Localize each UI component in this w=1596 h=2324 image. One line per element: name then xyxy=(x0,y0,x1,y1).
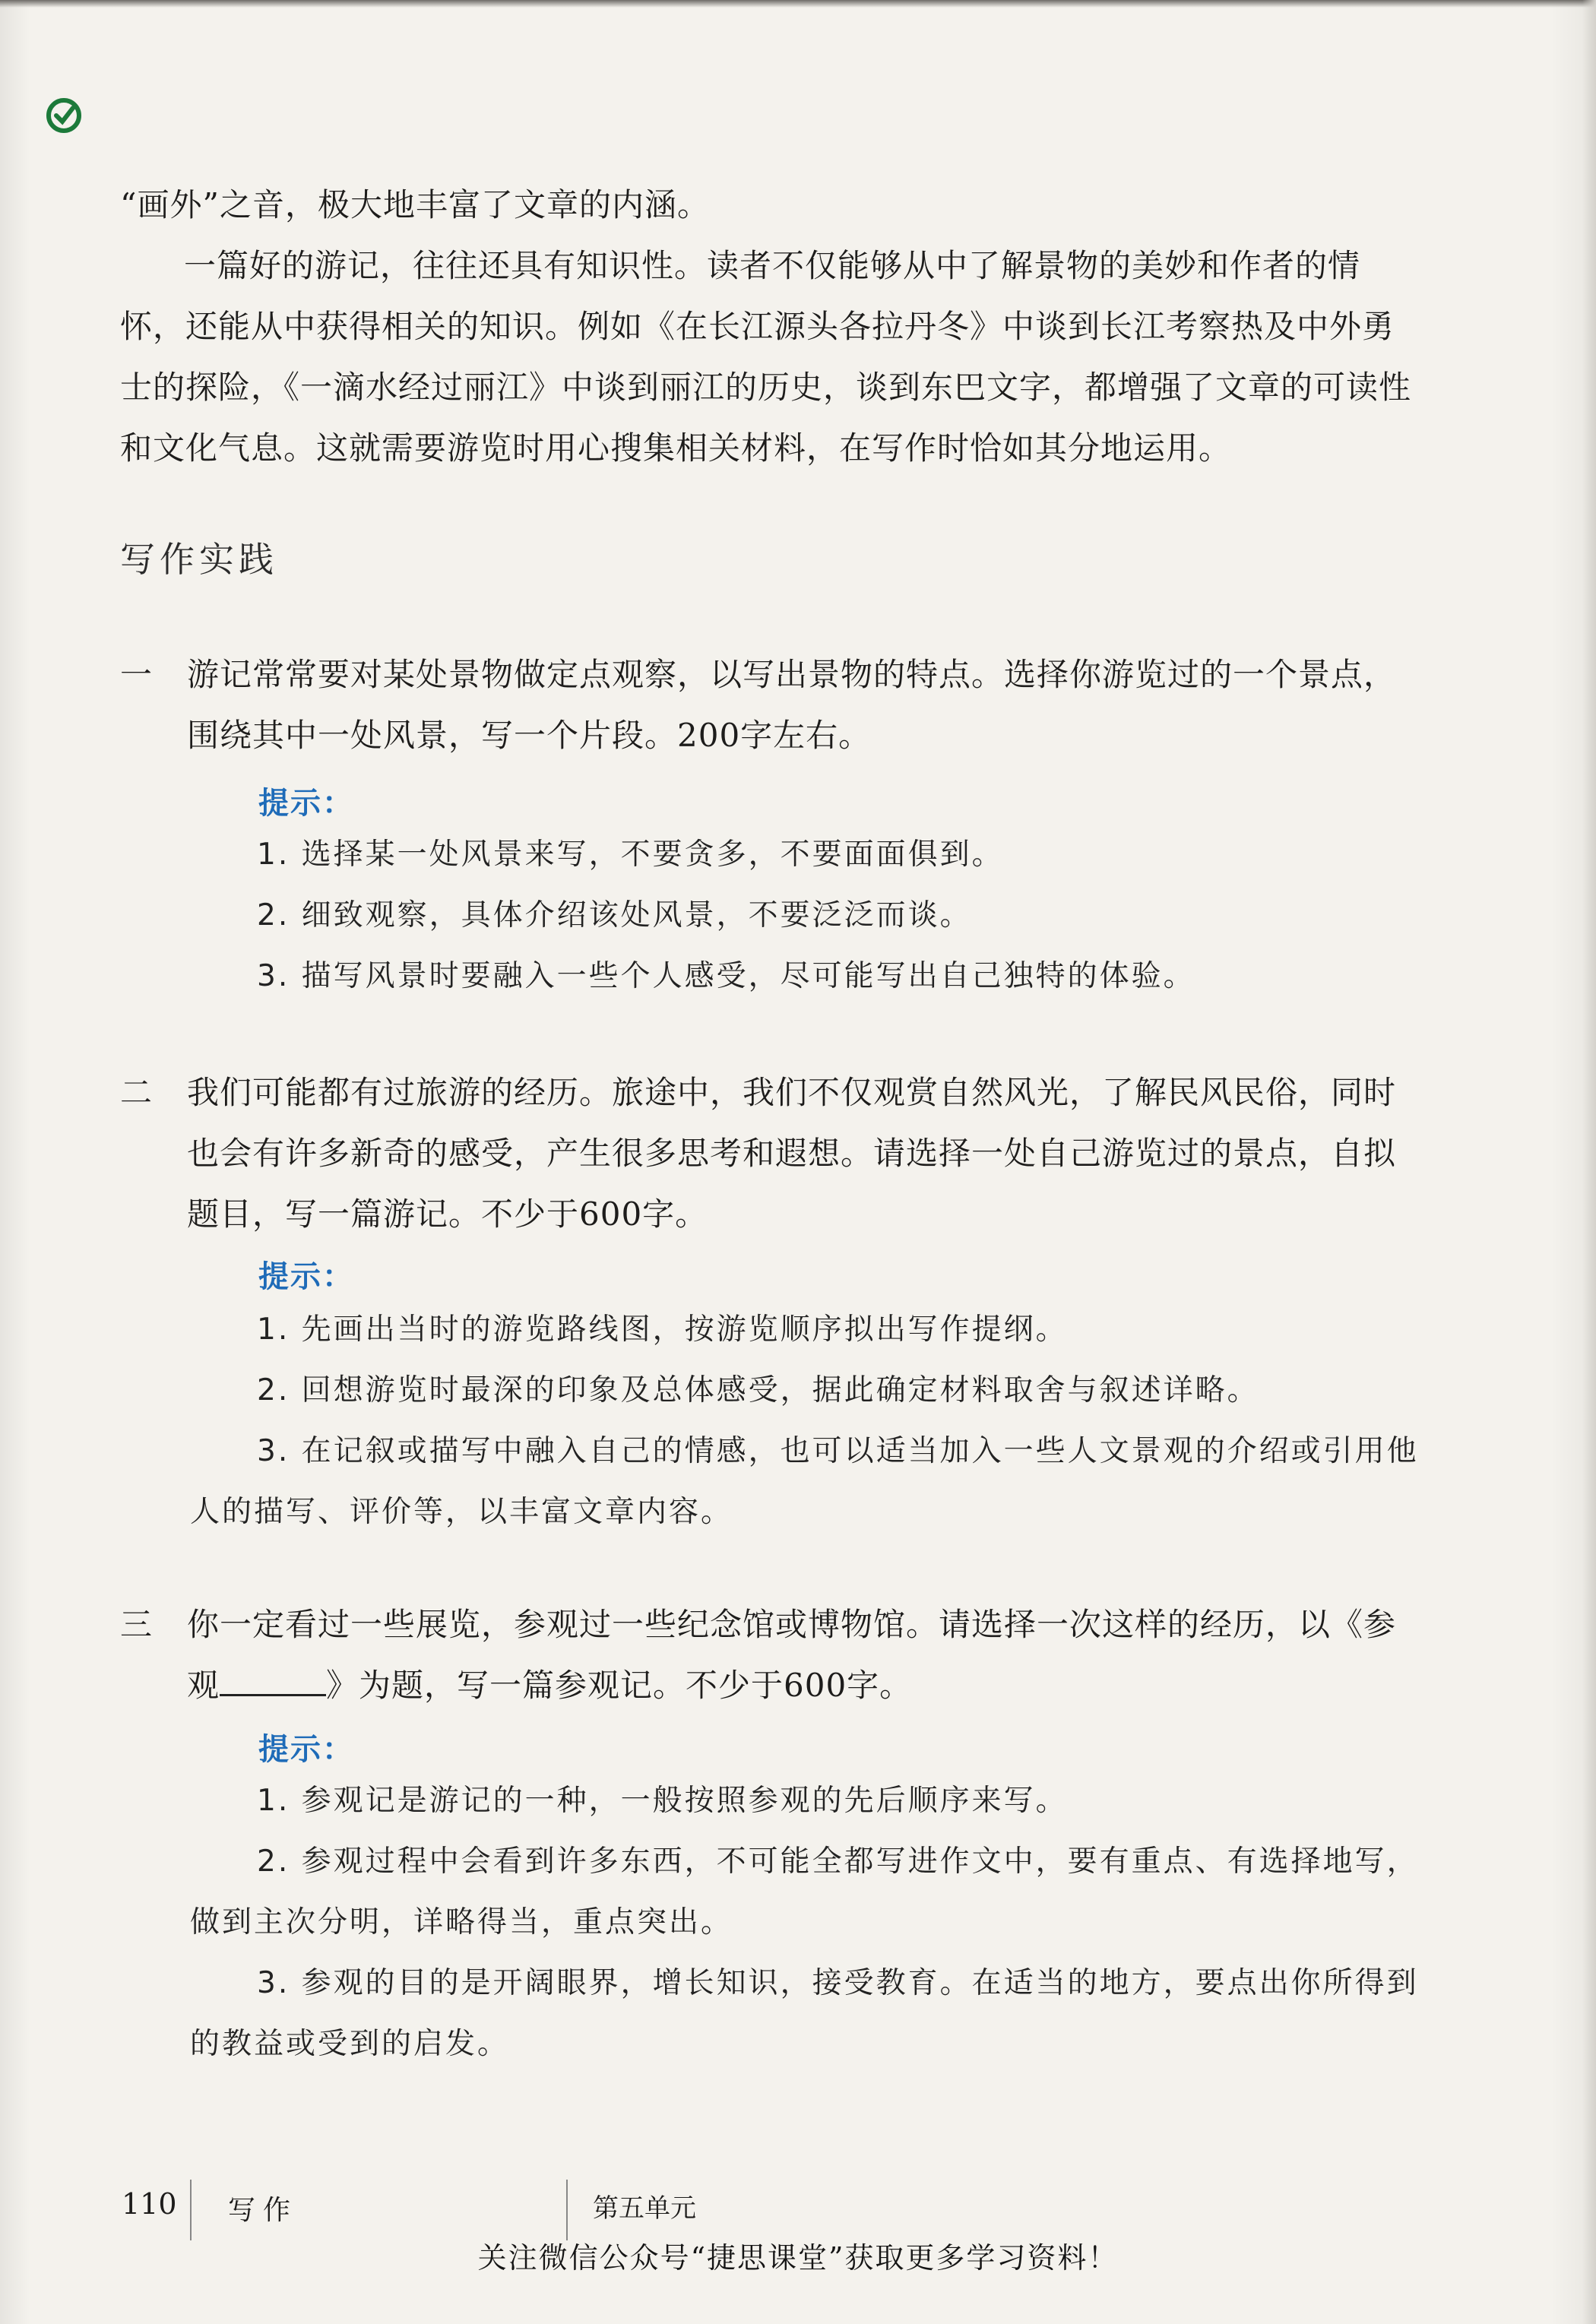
task-2-hint-3: 3. 在记叙或描写中融入自己的情感，也可以适当加入一些人文景观的介绍或引用他人的描写、评价等，以丰富文章内容。 xyxy=(190,1434,1419,1529)
task-2-hint-1: 1. 先画出当时的游览路线图，按游览顺序拟出写作提纲。 xyxy=(257,1312,1068,1347)
task-1-hints xyxy=(190,825,1429,1007)
task-3 xyxy=(120,1594,1427,1716)
task-3-hint-2: 2. 参观过程中会看到许多东西，不可能全都写进作文中，要有重点、有选择地写，做到主次分明，详略得当，重点突出。 xyxy=(190,1844,1419,1939)
task-3-text-before: 你一定看过一些展览，参观过一些纪念馆或博物馆。请选择一次这样的经历，以《参观 xyxy=(187,1606,1397,1704)
intro-text xyxy=(120,175,1420,479)
task-1-hint-1: 1. 选择某一处风景来写，不要贪多，不要面面俱到。 xyxy=(257,837,1004,872)
task-2-hints xyxy=(190,1300,1429,1543)
footer-unit-label: 第五单元 xyxy=(593,2193,696,2224)
intro-line-0: “画外”之音，极大地丰富了文章的内涵。 xyxy=(120,186,710,223)
task-1 xyxy=(120,644,1427,766)
scan-right-edge xyxy=(1582,0,1596,2324)
task-3-hint-label: 提示： xyxy=(258,1732,354,1767)
task-1-hint-2: 2. 细致观察，具体介绍该处风景，不要泛泛而谈。 xyxy=(257,898,972,932)
watermark-text: 关注微信公众号“捷思课堂”获取更多学习资料！ xyxy=(477,2241,1119,2275)
task-1-hint-3: 3. 描写风景时要融入一些个人感受，尽可能写出自己独特的体验。 xyxy=(257,959,1195,993)
task-3-hint-3: 3. 参观的目的是开阔眼界，增长知识，接受教育。在适当的地方，要点出你所得到的教益或受到的启发。 xyxy=(190,1966,1419,2061)
task-1-hint-label: 提示： xyxy=(258,786,354,821)
task-2-number: 二 xyxy=(120,1074,154,1111)
task-3-hint-1: 1. 参观记是游记的一种，一般按照参观的先后顺序来写。 xyxy=(257,1784,1068,1818)
footer-section-label: 写作 xyxy=(228,2195,299,2226)
task-3-text xyxy=(187,1594,1427,1716)
task-2-text: 我们可能都有过旅游的经历。旅途中，我们不仅观赏自然风光，了解民风民俗，同时也会有许多新奇的感受，产生很多思考和遐想。请选择一处自己游览过的景点，自拟题目，写一篇游记。不少于600字。 xyxy=(187,1074,1397,1233)
task-1-number: 一 xyxy=(120,656,154,693)
task-2-hint-label: 提示： xyxy=(258,1259,354,1294)
task-1-text: 游记常常要对某处景物做定点观察，以写出景物的特点。选择你游览过的一个景点，围绕其中一处风景，写一个片段。200字左右。 xyxy=(187,656,1397,754)
task-3-text-after: 》为题，写一篇参观记。不少于600字。 xyxy=(326,1667,913,1704)
page-number: 110 xyxy=(122,2187,177,2221)
task-2 xyxy=(120,1062,1427,1245)
intro-paragraph: 一篇好的游记，往往还具有知识性。读者不仅能够从中了解景物的美妙和作者的情怀，还能从中获得相关的知识。例如《在长江源头各拉丹冬》中谈到长江考察热及中外勇士的探险，《一滴水经过丽江》中谈到丽江的历史，谈到东巴文字，都增强了文章的可读性和文化气息。这就需要游览时用心搜集相关材料，在写作时恰如其分地运用。 xyxy=(120,247,1412,467)
scan-top-shadow xyxy=(0,0,1596,8)
green-leaf-badge-icon xyxy=(46,97,82,134)
title-blank xyxy=(220,1664,326,1696)
task-2-hint-2: 2. 回想游览时最深的印象及总体感受，据此确定材料取舍与叙述详略。 xyxy=(257,1373,1259,1407)
footer-divider-right xyxy=(566,2180,568,2240)
footer-divider-left xyxy=(190,2180,192,2240)
section-title: 写作实践 xyxy=(120,539,278,580)
task-3-number: 三 xyxy=(120,1606,154,1643)
task-3-hints xyxy=(190,1771,1429,2075)
